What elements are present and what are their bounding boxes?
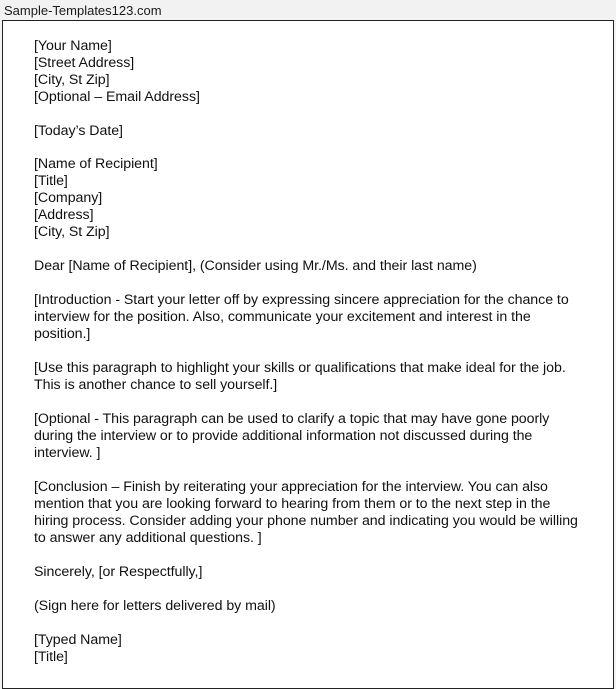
paragraph-line: [Conclusion – Finish by reiterating your appreciation for the interview. You can also	[34, 479, 548, 495]
skills-paragraph	[34, 360, 606, 394]
signature-block	[34, 632, 606, 666]
paragraph-line: [Introduction - Start your letter off by expressing sincere appreciation for the chance to	[34, 292, 569, 308]
sender-street: [Street Address]	[34, 55, 135, 71]
recipient-city: [City, St Zip]	[34, 224, 110, 240]
sender-address	[34, 38, 606, 106]
sender-email: [Optional – Email Address]	[34, 89, 200, 105]
typed-name: [Typed Name]	[34, 632, 122, 648]
paragraph-line: [Use this paragraph to highlight your skills or qualifications that make ideal for the job.	[34, 360, 566, 376]
paragraph-line: mention that you are looking forward to hearing from them or to the next step in the	[34, 496, 551, 512]
site-watermark: Sample-Templates123.com	[4, 3, 162, 18]
salutation-text: Dear [Name of Recipient], (Consider using Mr./Ms. and their last name)	[34, 258, 477, 274]
recipient-name: [Name of Recipient]	[34, 156, 158, 172]
paragraph-line: interview for the position. Also, communicate your excitement and interest in the	[34, 309, 531, 325]
paragraph-line: [Optional - This paragraph can be used to clarify a topic that may have gone poorly	[34, 411, 550, 427]
date-text: [Today’s Date]	[34, 123, 123, 139]
closing	[34, 564, 606, 581]
paragraph-line: hiring process. Consider adding your phone number and indicating you would be willing	[34, 513, 578, 529]
paragraph-line: position.]	[34, 326, 91, 342]
sender-city: [City, St Zip]	[34, 72, 110, 88]
recipient-address	[34, 156, 606, 241]
recipient-company: [Company]	[34, 190, 103, 206]
signature-note-text: (Sign here for letters delivered by mail)	[34, 598, 276, 614]
closing-text: Sincerely, [or Respectfully,]	[34, 564, 203, 580]
salutation	[34, 258, 606, 275]
introduction-paragraph	[34, 292, 606, 343]
letter-page	[2, 20, 614, 689]
recipient-title: [Title]	[34, 173, 68, 189]
signer-title: [Title]	[34, 649, 68, 665]
paragraph-line: to answer any additional questions. ]	[34, 530, 262, 546]
letter-date	[34, 123, 606, 140]
sender-name: [Your Name]	[34, 38, 112, 54]
signature-note	[34, 598, 606, 615]
optional-paragraph	[34, 411, 606, 462]
conclusion-paragraph	[34, 479, 606, 547]
paragraph-line: during the interview or to provide additional information not discussed during the	[34, 428, 533, 444]
paragraph-line: This is another chance to sell yourself.]	[34, 377, 278, 393]
letter-content	[34, 38, 606, 666]
paragraph-line: interview. ]	[34, 445, 101, 461]
recipient-address-line: [Address]	[34, 207, 94, 223]
